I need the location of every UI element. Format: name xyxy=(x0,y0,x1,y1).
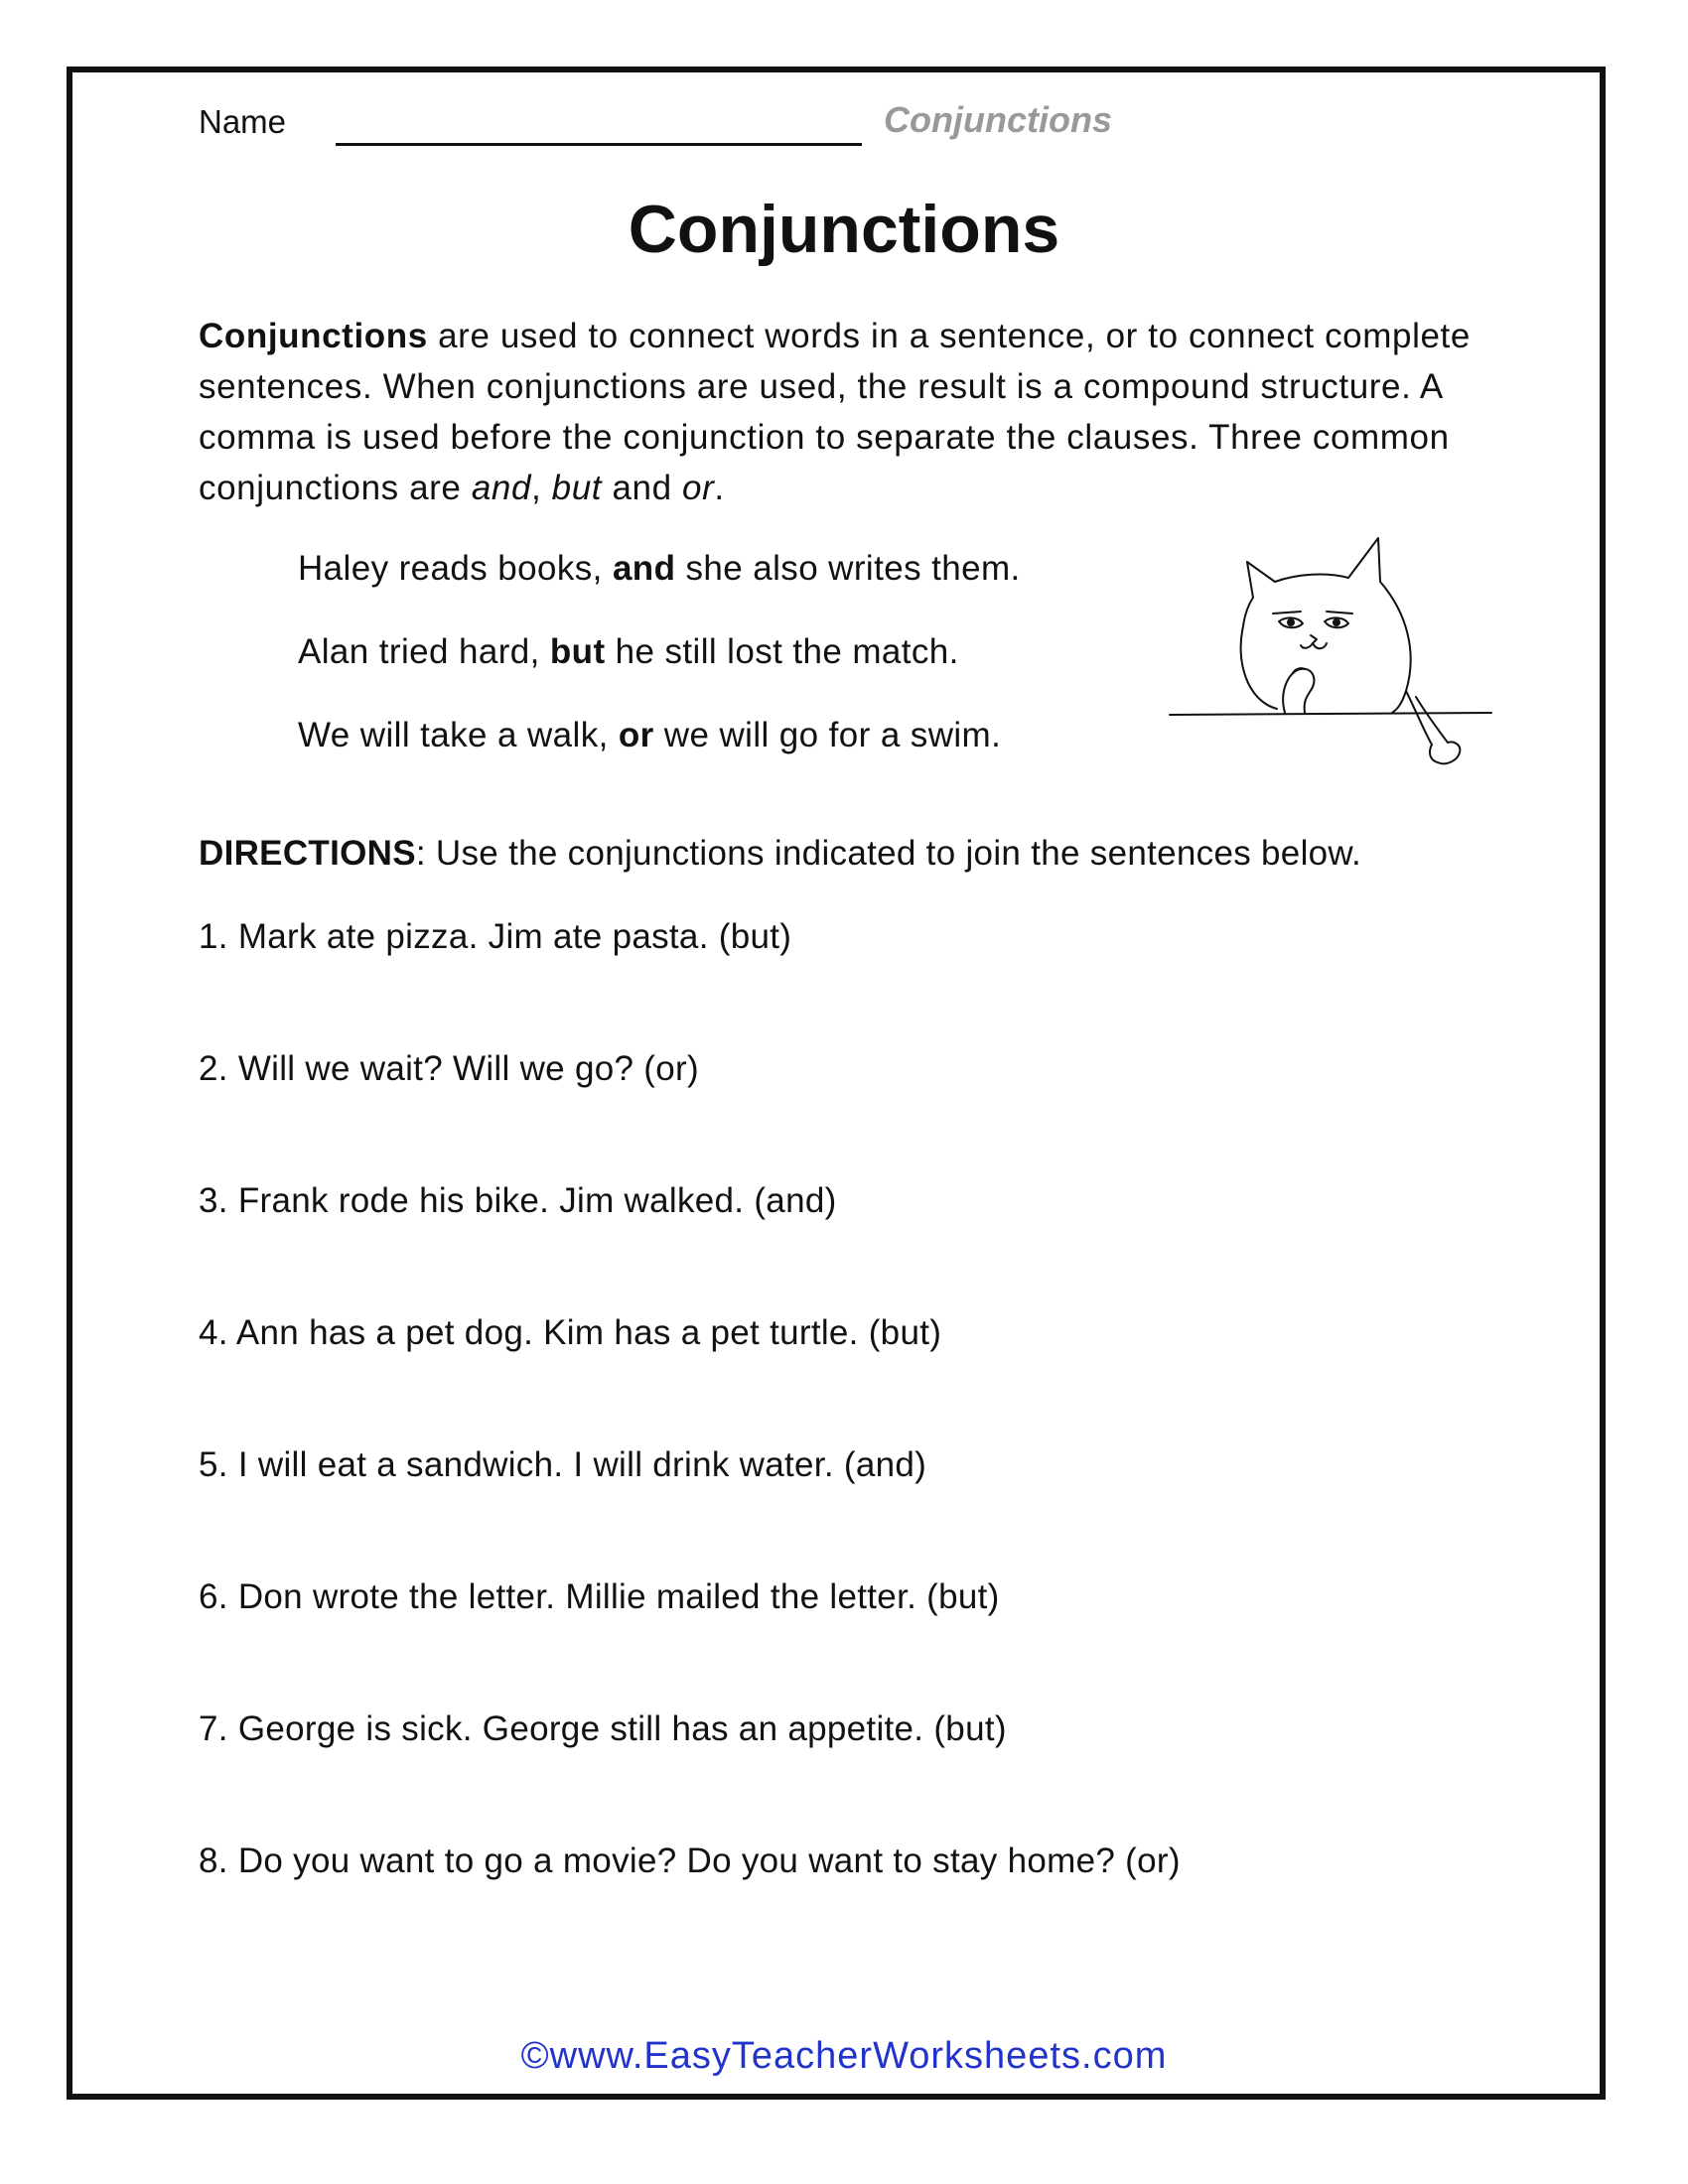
footer-website-link[interactable]: ©www.EasyTeacherWorksheets.com xyxy=(520,2035,1168,2077)
question-item: 8. Do you want to go a movie? Do you want to stay home? (or) xyxy=(199,1842,1181,1880)
directions xyxy=(199,834,1361,874)
directions-label: DIRECTIONS xyxy=(199,834,416,873)
example-conjunction: or xyxy=(618,716,654,754)
name-line xyxy=(336,143,862,146)
header-topic-tag: Conjunctions xyxy=(884,99,1112,140)
example-text: Alan tried hard, xyxy=(298,632,550,671)
example-text: Haley reads books, xyxy=(298,549,613,588)
intro-word-but: but xyxy=(551,469,603,507)
example-text: she also writes them. xyxy=(675,549,1021,588)
intro-term: Conjunctions xyxy=(199,317,428,355)
question-item: 5. I will eat a sandwich. I will drink water. (and) xyxy=(199,1445,927,1484)
example-conjunction: and xyxy=(612,549,676,588)
intro-word-or: or xyxy=(682,469,715,507)
question-item: 1. Mark ate pizza. Jim ate pasta. (but) xyxy=(199,917,792,956)
example-conjunction: but xyxy=(549,632,606,671)
example-sentence xyxy=(298,716,1001,755)
intro-word-and: and xyxy=(471,469,532,507)
name-label: Name xyxy=(199,103,287,140)
directions-text: : Use the conjunctions indicated to join the sentences below. xyxy=(415,834,1362,873)
intro-text-2: and xyxy=(602,469,682,507)
intro-period: . xyxy=(714,469,725,507)
example-sentence xyxy=(298,549,1021,589)
cat-illustration xyxy=(1168,532,1505,770)
example-text: We will take a walk, xyxy=(298,716,619,754)
question-item: 7. George is sick. George still has an appetite. (but) xyxy=(199,1709,1007,1748)
question-item: 6. Don wrote the letter. Millie mailed the letter. (but) xyxy=(199,1577,1000,1616)
example-text: he still lost the match. xyxy=(605,632,959,671)
page-title: Conjunctions xyxy=(628,192,1060,267)
example-text: we will go for a swim. xyxy=(653,716,1002,754)
question-item: 4. Ann has a pet dog. Kim has a pet turtle. (but) xyxy=(199,1313,942,1352)
question-item: 3. Frank rode his bike. Jim walked. (and) xyxy=(199,1181,837,1220)
intro-paragraph xyxy=(199,311,1489,513)
example-sentence xyxy=(298,632,959,672)
intro-text-1: are used to connect words in a sentence, or to connect complete sentences. When conjunctions are used, the result is a compound structure. A comma is used before the conjunction to separate the clauses. Three common conjunctions are xyxy=(199,317,1471,507)
intro-comma: , xyxy=(531,469,552,507)
question-item: 2. Will we wait? Will we go? (or) xyxy=(199,1049,699,1088)
